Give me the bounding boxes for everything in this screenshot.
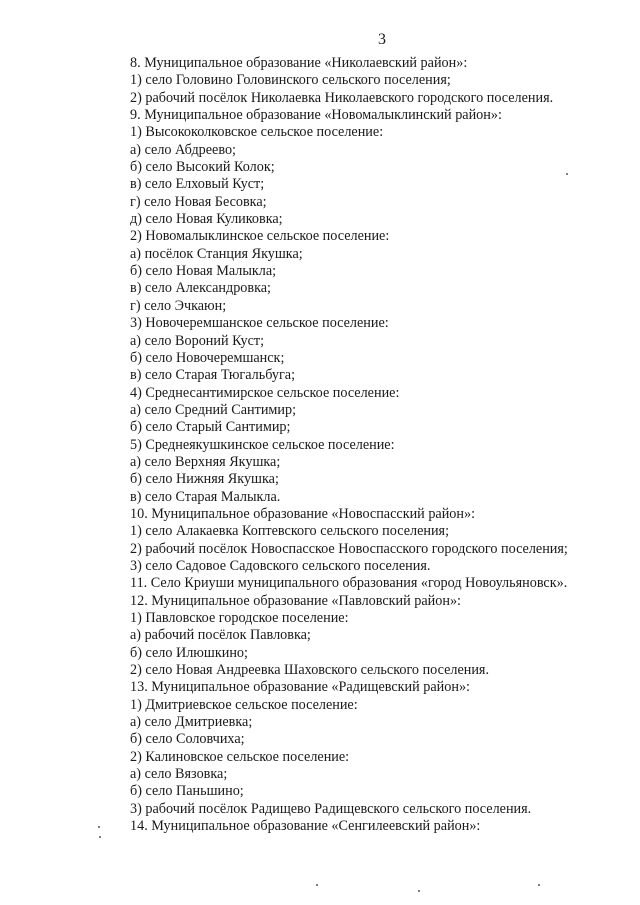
list-item: 4) Среднесантимирское сельское поселение: [130, 384, 400, 401]
list-item: б) село Новочеремшанск; [130, 349, 285, 366]
list-item: в) село Александровка; [130, 280, 272, 297]
list-item: 3) село Садовое Садовского сельского поселения. [130, 557, 431, 574]
list-item: 3) рабочий посёлок Радищево Радищевского сельского поселения. [130, 800, 532, 817]
list-item: 2) Калиновское сельское поселение: [130, 748, 350, 765]
list-item: 2) село Новая Андреевка Шаховского сельского поселения. [130, 662, 490, 679]
list-item: а) село Дмитриевка; [130, 714, 253, 731]
scan-speck [316, 884, 318, 886]
list-item: 5) Среднеякушкинское сельское поселение: [130, 436, 395, 453]
list-item: а) село Верхняя Якушка; [130, 453, 281, 470]
list-item: 1) Павловское городское поселение: [130, 610, 349, 626]
list-item: 3) Новочеремшанское сельское поселение: [130, 315, 389, 332]
list-item: б) село Паньшино; [130, 783, 244, 800]
page-number: 3 [378, 31, 386, 48]
list-item: 2) рабочий посёлок Николаевка Николаевского городского поселения. [130, 89, 554, 106]
scan-speck [566, 173, 568, 175]
list-item: б) село Илюшкино; [130, 644, 248, 661]
scan-speck [538, 884, 540, 886]
list-item: д) село Новая Куликовка; [130, 211, 283, 228]
section-heading: 14. Муниципальное образование «Сенгилеевский район»: [130, 818, 481, 835]
list-item: а) село Абдреево; [130, 141, 236, 158]
list-item: г) село Эчкаюн; [130, 297, 227, 314]
section-heading: 8. Муниципальное образование «Николаевский район»: [130, 55, 468, 71]
scan-speck [418, 890, 420, 892]
list-item: а) село Вороний Куст; [130, 332, 265, 349]
list-item: в) село Елховый Куст; [130, 176, 265, 193]
section-heading: 9. Муниципальное образование «Новомалыклинский район»: [130, 107, 502, 124]
list-item: 1) село Головино Головинского сельского поселения; [130, 72, 451, 89]
list-item: в) село Старая Тюгальбуга; [130, 367, 296, 384]
list-item: 2) Новомалыклинское сельское поселение: [130, 228, 390, 245]
list-item: в) село Старая Малыкла. [130, 488, 281, 505]
scan-speck [99, 836, 101, 838]
list-item: 2) рабочий посёлок Новоспасское Новоспасского городского поселения; [130, 540, 568, 557]
list-item: а) посёлок Станция Якушка; [130, 245, 303, 262]
list-item: а) село Вязовка; [130, 766, 228, 783]
section-heading: 12. Муниципальное образование «Павловский район»: [130, 592, 461, 609]
document-body [130, 55, 630, 835]
section-heading: 11. Село Криуши муниципального образования «город Новоульяновск». [130, 575, 568, 592]
section-heading: 10. Муниципальное образование «Новоспасский район»: [130, 505, 476, 522]
list-item: б) село Соловчиха; [130, 731, 245, 748]
list-item: б) село Высокий Колок; [130, 159, 275, 176]
list-item: г) село Новая Бесовка; [130, 193, 267, 210]
list-item: 1) Дмитриевское сельское поселение: [130, 696, 358, 713]
list-item: а) рабочий посёлок Павловка; [130, 627, 311, 644]
list-item: б) село Старый Сантимир; [130, 419, 291, 436]
scan-speck [98, 826, 100, 828]
section-heading: 13. Муниципальное образование «Радищевский район»: [130, 679, 470, 696]
list-item: 1) село Алакаевка Коптевского сельского поселения; [130, 523, 450, 540]
list-item: б) село Новая Малыкла; [130, 263, 277, 280]
list-item: б) село Нижняя Якушка; [130, 471, 279, 488]
list-item: 1) Высококолковское сельское поселение: [130, 124, 384, 141]
list-item: а) село Средний Сантимир; [130, 401, 297, 418]
